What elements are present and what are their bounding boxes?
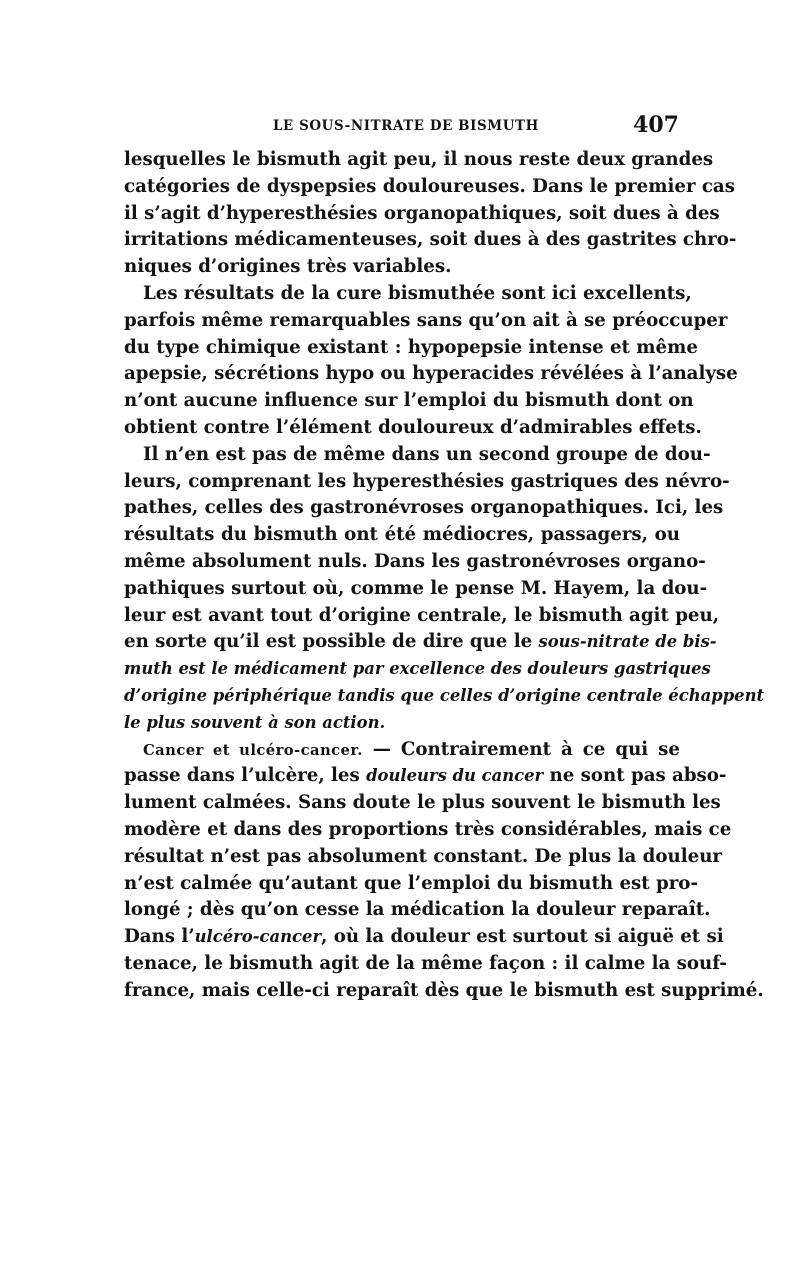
- text-line: modère et dans des proportions très considérables, mais ce: [124, 818, 732, 840]
- text-line: n’est calmée qu’autant que l’emploi du bismuth est pro-: [124, 872, 698, 894]
- text-line: pathes, celles des gastronévroses organopathiques. Ici, les: [124, 497, 724, 519]
- text-line: catégories de dyspepsies douloureuses. Dans le premier cas: [124, 175, 735, 197]
- text-line: obtient contre l’élément douloureux d’admirables effets.: [124, 416, 702, 438]
- text-segment-italic: ulcéro-cancer: [194, 927, 322, 947]
- text-line: il s’agit d’hyperesthésies organopathiques, soit dues à des: [124, 202, 720, 224]
- text-segment: passe dans l’ulcère, les: [124, 765, 367, 787]
- text-segment: , où la douleur est surtout si aiguë et si: [321, 926, 724, 948]
- text-line: parfois même remarquables sans qu’on ait à se préoccuper: [124, 309, 728, 331]
- text-line: lument calmées. Sans doute le plus souvent le bismuth les: [124, 792, 721, 814]
- text-segment: — Contrairement à ce qui se: [362, 738, 680, 760]
- text-segment: ne sont pas abso-: [543, 765, 727, 787]
- text-line: du type chimique existant : hypopepsie intense et même: [124, 336, 698, 358]
- text-line: irritations médicamenteuses, soit dues à des gastrites chro-: [124, 229, 737, 251]
- text-line: [124, 629, 717, 656]
- text-line: même absolument nuls. Dans les gastronévroses organo-: [124, 550, 706, 572]
- running-header: [123, 112, 679, 142]
- text-segment-italic: douleurs du cancer: [366, 766, 544, 786]
- text-line: longé ; dès qu’on cesse la médication la douleur reparaît.: [124, 899, 711, 921]
- text-line: [124, 763, 727, 790]
- body-text: [124, 147, 765, 1005]
- text-line: Il n’en est pas de même dans un second groupe de dou-: [143, 443, 711, 465]
- text-line: résultat n’est pas absolument constant. De plus la douleur: [124, 845, 723, 867]
- text-line: niques d’origines très variables.: [124, 256, 452, 278]
- text-segment-italic: sous-nitrate de bis-: [538, 632, 717, 652]
- text-line: tenace, le bismuth agit de la même façon : il calme la souf-: [124, 952, 727, 974]
- section-heading: Cancer et ulcéro-cancer.: [143, 741, 363, 759]
- running-title: LE SOUS-NITRATE DE BISMUTH: [273, 118, 539, 134]
- text-line: résultats du bismuth ont été médiocres, passagers, ou: [124, 524, 680, 546]
- text-line: apepsie, sécrétions hypo ou hyperacides révélées à l’analyse: [124, 363, 738, 385]
- text-line: lesquelles le bismuth agit peu, il nous reste deux grandes: [124, 149, 714, 170]
- text-line: Les résultats de la cure bismuthée sont ici excellents,: [143, 282, 692, 304]
- text-line-italic: d’origine périphérique tandis que celles d’origine centrale échappent: [124, 685, 765, 705]
- text-segment: Dans l’: [124, 926, 195, 948]
- text-line: [124, 924, 724, 951]
- page-number: 407: [633, 112, 679, 138]
- text-line: [124, 737, 680, 764]
- text-line: pathiques surtout où, comme le pense M. Hayem, la dou-: [124, 577, 708, 599]
- text-line: n’ont aucune influence sur l’emploi du bismuth dont on: [124, 390, 694, 412]
- text-line: leur est avant tout d’origine centrale, le bismuth agit peu,: [124, 604, 720, 626]
- text-line: leurs, comprenant les hyperesthésies gastriques des névro-: [124, 470, 730, 492]
- text-line-italic: muth est le médicament par excellence des douleurs gastriques: [124, 659, 711, 679]
- text-segment: en sorte qu’il est possible de dire que le: [124, 631, 539, 653]
- text-line-italic: le plus souvent à son action.: [124, 712, 386, 732]
- text-line: france, mais celle-ci reparaît dès que le bismuth est supprimé.: [124, 979, 764, 1001]
